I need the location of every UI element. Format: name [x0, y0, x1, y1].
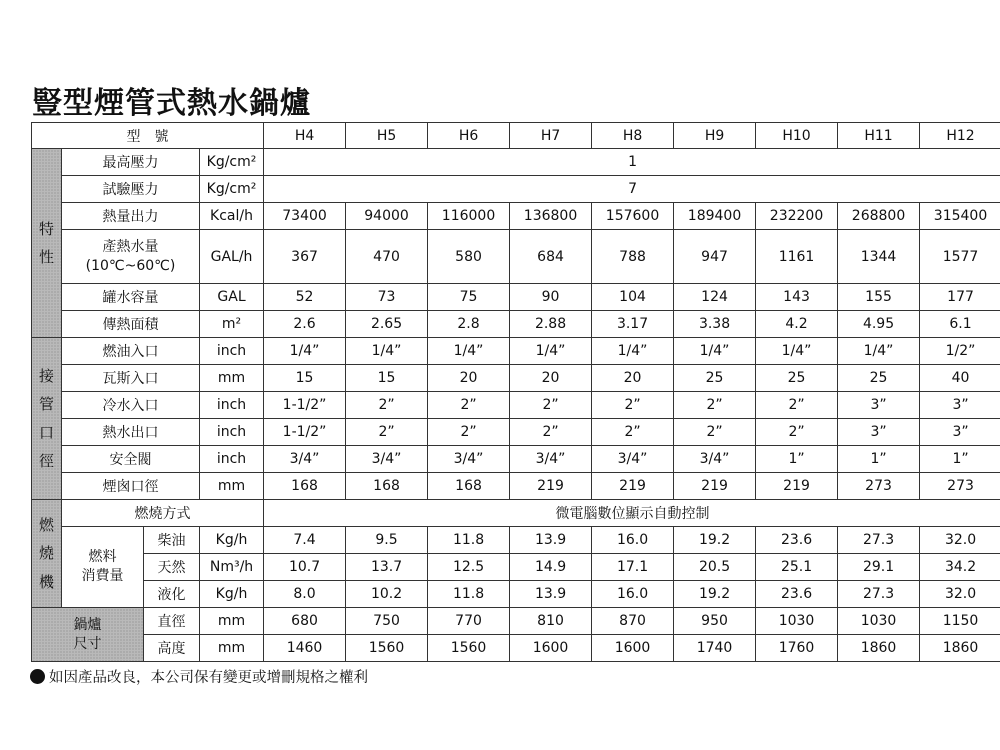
value-cell: 1560 — [346, 635, 428, 662]
value-cell: 1460 — [264, 635, 346, 662]
row-label: 天然 — [144, 554, 200, 581]
value-cell: 470 — [346, 230, 428, 284]
value-cell: 20 — [510, 365, 592, 392]
table-row — [32, 581, 1000, 608]
value-cell: 10.2 — [346, 581, 428, 608]
value-cell: 16.0 — [592, 581, 674, 608]
value-cell: 3.38 — [674, 311, 756, 338]
value-cell: 3” — [920, 392, 1000, 419]
value-cell: 14.9 — [510, 554, 592, 581]
value-cell: 189400 — [674, 203, 756, 230]
value-cell: 90 — [510, 284, 592, 311]
model-header: H10 — [756, 123, 838, 149]
group-connections — [32, 338, 62, 500]
value-cell: 770 — [428, 608, 510, 635]
row-label: 直徑 — [144, 608, 200, 635]
value-cell: 23.6 — [756, 527, 838, 554]
value-cell: 1030 — [838, 608, 920, 635]
value-cell: 580 — [428, 230, 510, 284]
value-cell: 23.6 — [756, 581, 838, 608]
value-cell: 8.0 — [264, 581, 346, 608]
value-cell: 13.9 — [510, 581, 592, 608]
row-unit: GAL/h — [200, 230, 264, 284]
row-label-line1: 產熱水量 — [102, 238, 159, 255]
value-cell: 20.5 — [674, 554, 756, 581]
value-cell: 1/4” — [510, 338, 592, 365]
boiler-size-line: 尺寸 — [73, 635, 102, 652]
value-cell: 3” — [838, 392, 920, 419]
value-cell: 1/4” — [838, 338, 920, 365]
span-value: 7 — [264, 176, 1000, 203]
model-header: H6 — [428, 123, 510, 149]
value-cell: 10.7 — [264, 554, 346, 581]
table-row — [32, 203, 1000, 230]
value-cell: 684 — [510, 230, 592, 284]
value-cell: 680 — [264, 608, 346, 635]
row-unit: Nm³/h — [200, 554, 264, 581]
table-row — [32, 365, 1000, 392]
value-cell: 136800 — [510, 203, 592, 230]
value-cell: 219 — [756, 473, 838, 500]
row-label: 燃油入口 — [62, 338, 200, 365]
value-cell: 15 — [264, 365, 346, 392]
value-cell: 3/4” — [510, 446, 592, 473]
row-label: 最高壓力 — [62, 149, 200, 176]
value-cell: 2.8 — [428, 311, 510, 338]
value-cell: 1” — [920, 446, 1000, 473]
value-cell: 16.0 — [592, 527, 674, 554]
value-cell: 116000 — [428, 203, 510, 230]
value-cell: 3” — [838, 419, 920, 446]
value-cell: 168 — [428, 473, 510, 500]
table-row — [32, 311, 1000, 338]
table-row — [32, 123, 1000, 149]
value-cell: 219 — [510, 473, 592, 500]
row-unit: Kg/h — [200, 527, 264, 554]
row-unit: inch — [200, 338, 264, 365]
value-cell: 168 — [346, 473, 428, 500]
span-value: 微電腦數位顯示自動控制 — [264, 500, 1000, 527]
row-unit: Kcal/h — [200, 203, 264, 230]
row-label: 熱水出口 — [62, 419, 200, 446]
row-unit: inch — [200, 446, 264, 473]
value-cell: 2.6 — [264, 311, 346, 338]
value-cell: 27.3 — [838, 527, 920, 554]
value-cell: 1760 — [756, 635, 838, 662]
fuel-consumption-line: 消費量 — [81, 568, 124, 584]
value-cell: 3” — [920, 419, 1000, 446]
value-cell: 268800 — [838, 203, 920, 230]
value-cell: 143 — [756, 284, 838, 311]
value-cell: 1” — [838, 446, 920, 473]
table-row — [32, 608, 1000, 635]
value-cell: 232200 — [756, 203, 838, 230]
model-header: H7 — [510, 123, 592, 149]
table-row — [32, 176, 1000, 203]
value-cell: 3/4” — [674, 446, 756, 473]
table-row — [32, 554, 1000, 581]
row-label: 傳熱面積 — [62, 311, 200, 338]
table-row — [32, 446, 1000, 473]
value-cell: 7.4 — [264, 527, 346, 554]
value-cell: 124 — [674, 284, 756, 311]
value-cell: 1860 — [920, 635, 1000, 662]
model-header: H4 — [264, 123, 346, 149]
value-cell: 273 — [838, 473, 920, 500]
value-cell: 75 — [428, 284, 510, 311]
value-cell: 219 — [674, 473, 756, 500]
group-combustion — [32, 500, 62, 608]
value-cell: 2” — [428, 419, 510, 446]
value-cell: 1-1/2” — [264, 392, 346, 419]
value-cell: 870 — [592, 608, 674, 635]
value-cell: 19.2 — [674, 527, 756, 554]
table-row — [32, 149, 1000, 176]
row-label: 安全閥 — [62, 446, 200, 473]
value-cell: 40 — [920, 365, 1000, 392]
value-cell: 1600 — [510, 635, 592, 662]
value-cell: 2” — [346, 419, 428, 446]
table-row — [32, 527, 1000, 554]
row-label: 試驗壓力 — [62, 176, 200, 203]
model-header: H11 — [838, 123, 920, 149]
row-label: 燃燒方式 — [62, 500, 264, 527]
value-cell: 6.1 — [920, 311, 1000, 338]
spec-table — [31, 122, 1000, 662]
value-cell: 2” — [510, 419, 592, 446]
value-cell: 3/4” — [592, 446, 674, 473]
row-label: 液化 — [144, 581, 200, 608]
value-cell: 2” — [510, 392, 592, 419]
value-cell: 273 — [920, 473, 1000, 500]
group-characteristics-text: 特 性 — [38, 219, 54, 266]
fuel-consumption-line: 燃料 — [88, 549, 117, 566]
group-combustion-text: 燃 燒 機 — [38, 515, 54, 591]
value-cell: 11.8 — [428, 527, 510, 554]
row-unit: mm — [200, 365, 264, 392]
value-cell: 155 — [838, 284, 920, 311]
value-cell: 788 — [592, 230, 674, 284]
value-cell: 1344 — [838, 230, 920, 284]
value-cell: 1/2” — [920, 338, 1000, 365]
row-label-line2: (10℃~60℃) — [85, 257, 176, 274]
table-row — [32, 284, 1000, 311]
model-header: H5 — [346, 123, 428, 149]
row-unit: inch — [200, 392, 264, 419]
table-row — [32, 500, 1000, 527]
value-cell: 1560 — [428, 635, 510, 662]
value-cell: 9.5 — [346, 527, 428, 554]
value-cell: 1/4” — [674, 338, 756, 365]
bullet-icon — [30, 669, 45, 684]
row-label: 瓦斯入口 — [62, 365, 200, 392]
value-cell: 2.65 — [346, 311, 428, 338]
value-cell: 3/4” — [264, 446, 346, 473]
row-label: 冷水入口 — [62, 392, 200, 419]
value-cell: 34.2 — [920, 554, 1000, 581]
footnote — [30, 666, 368, 687]
table-row — [32, 338, 1000, 365]
value-cell: 750 — [346, 608, 428, 635]
value-cell: 177 — [920, 284, 1000, 311]
value-cell: 1/4” — [346, 338, 428, 365]
row-unit: Kg/cm² — [200, 149, 264, 176]
value-cell: 1577 — [920, 230, 1000, 284]
table-row — [32, 419, 1000, 446]
value-cell: 2” — [592, 419, 674, 446]
table-row — [32, 635, 1000, 662]
group-characteristics — [32, 149, 62, 338]
row-unit: Kg/cm² — [200, 176, 264, 203]
value-cell: 1-1/2” — [264, 419, 346, 446]
span-value: 1 — [264, 149, 1000, 176]
value-cell: 1” — [756, 446, 838, 473]
value-cell: 1/4” — [592, 338, 674, 365]
model-header: H8 — [592, 123, 674, 149]
value-cell: 25 — [838, 365, 920, 392]
value-cell: 3.17 — [592, 311, 674, 338]
value-cell: 1/4” — [756, 338, 838, 365]
value-cell: 27.3 — [838, 581, 920, 608]
value-cell: 94000 — [346, 203, 428, 230]
value-cell: 73 — [346, 284, 428, 311]
row-unit: GAL — [200, 284, 264, 311]
value-cell: 1030 — [756, 608, 838, 635]
row-unit: mm — [200, 608, 264, 635]
value-cell: 32.0 — [920, 527, 1000, 554]
value-cell: 2” — [674, 419, 756, 446]
value-cell: 17.1 — [592, 554, 674, 581]
group-boiler-size — [32, 608, 144, 662]
value-cell: 1600 — [592, 635, 674, 662]
value-cell: 1/4” — [428, 338, 510, 365]
model-header: H9 — [674, 123, 756, 149]
value-cell: 2” — [674, 392, 756, 419]
table-row — [32, 473, 1000, 500]
row-label: 柴油 — [144, 527, 200, 554]
value-cell: 20 — [592, 365, 674, 392]
value-cell: 1860 — [838, 635, 920, 662]
row-label: 熱量出力 — [62, 203, 200, 230]
boiler-size-line: 鍋爐 — [73, 616, 102, 633]
value-cell: 1150 — [920, 608, 1000, 635]
value-cell: 4.2 — [756, 311, 838, 338]
value-cell: 25 — [756, 365, 838, 392]
value-cell: 15 — [346, 365, 428, 392]
value-cell: 2” — [756, 419, 838, 446]
value-cell: 25.1 — [756, 554, 838, 581]
model-header: H12 — [920, 123, 1000, 149]
row-unit: mm — [200, 473, 264, 500]
value-cell: 810 — [510, 608, 592, 635]
page-title: 豎型煙管式熱水鍋爐 — [32, 86, 311, 121]
row-label: 煙囪口徑 — [62, 473, 200, 500]
value-cell: 1740 — [674, 635, 756, 662]
row-unit: inch — [200, 419, 264, 446]
value-cell: 13.7 — [346, 554, 428, 581]
header-model-label: 型 號 — [32, 123, 264, 149]
value-cell: 2” — [428, 392, 510, 419]
row-label: 罐水容量 — [62, 284, 200, 311]
value-cell: 2” — [592, 392, 674, 419]
value-cell: 2.88 — [510, 311, 592, 338]
value-cell: 52 — [264, 284, 346, 311]
value-cell: 219 — [592, 473, 674, 500]
value-cell: 157600 — [592, 203, 674, 230]
value-cell: 29.1 — [838, 554, 920, 581]
row-unit: mm — [200, 635, 264, 662]
value-cell: 168 — [264, 473, 346, 500]
table-row — [32, 392, 1000, 419]
value-cell: 32.0 — [920, 581, 1000, 608]
value-cell: 950 — [674, 608, 756, 635]
table-row — [32, 230, 1000, 284]
row-label — [62, 230, 200, 284]
value-cell: 367 — [264, 230, 346, 284]
value-cell: 20 — [428, 365, 510, 392]
value-cell: 73400 — [264, 203, 346, 230]
row-unit: Kg/h — [200, 581, 264, 608]
value-cell: 1161 — [756, 230, 838, 284]
value-cell: 315400 — [920, 203, 1000, 230]
value-cell: 3/4” — [346, 446, 428, 473]
group-connections-text: 接 管 口 徑 — [38, 366, 54, 470]
value-cell: 4.95 — [838, 311, 920, 338]
value-cell: 2” — [346, 392, 428, 419]
value-cell: 2” — [756, 392, 838, 419]
footnote-text: 如因產品改良，本公司保有變更或增刪規格之權利 — [49, 670, 368, 686]
value-cell: 19.2 — [674, 581, 756, 608]
value-cell: 3/4” — [428, 446, 510, 473]
value-cell: 1/4” — [264, 338, 346, 365]
value-cell: 12.5 — [428, 554, 510, 581]
row-label: 高度 — [144, 635, 200, 662]
row-unit: m² — [200, 311, 264, 338]
value-cell: 13.9 — [510, 527, 592, 554]
fuel-consumption-label — [62, 527, 144, 608]
value-cell: 25 — [674, 365, 756, 392]
value-cell: 104 — [592, 284, 674, 311]
value-cell: 11.8 — [428, 581, 510, 608]
value-cell: 947 — [674, 230, 756, 284]
